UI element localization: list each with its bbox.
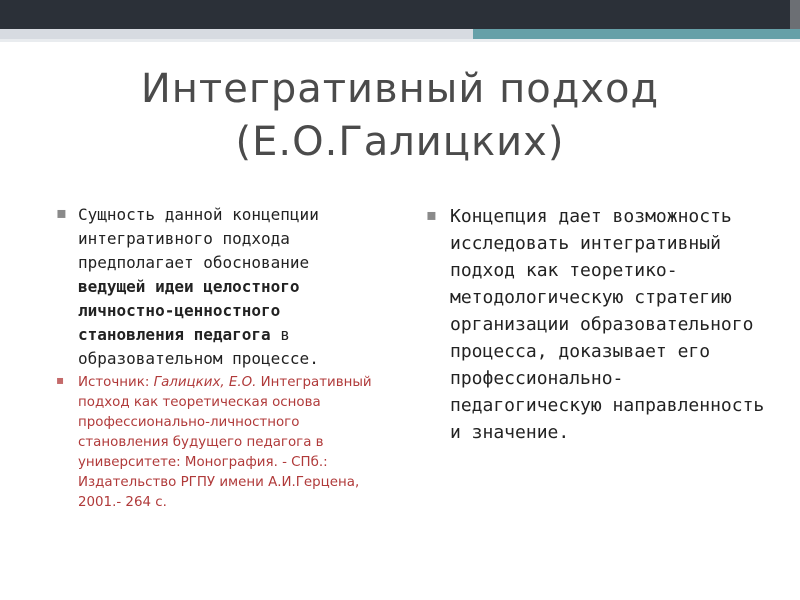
source-details: Интегративный подход как теоретическая основа профессионально-личностного становления будущего педагога в университете: Монография. - СПб.: Издательство РГПУ имени А.И.Герцена, 2001.- 264 с. bbox=[78, 375, 372, 510]
left-bullet-item bbox=[56, 203, 386, 371]
right-column bbox=[428, 203, 768, 446]
left-main-text-bold: ведущей идеи целостного личностно-ценностного становления педагога bbox=[78, 277, 300, 344]
header-teal-band bbox=[473, 29, 800, 39]
right-main-text: Концепция дает возможность исследовать интегративный подход как теоретико-методологическую стратегию организации образовательного процесса, доказывает его профессионально-педагогическую направленность и значение. bbox=[450, 206, 765, 443]
slide-title-line2: (Е.О.Галицких) bbox=[235, 119, 565, 165]
header-separator bbox=[0, 39, 800, 42]
source-citation-item bbox=[56, 373, 386, 513]
slide-title bbox=[0, 63, 800, 169]
source-citation-text bbox=[78, 373, 386, 513]
left-main-text-part1: Сущность данной концепции интегративного подхода предполагает обоснование bbox=[78, 205, 319, 272]
header-right-accent bbox=[790, 0, 800, 29]
slide-title-line1: Интегративный подход bbox=[140, 66, 660, 112]
square-bullet-icon: ▪ bbox=[56, 373, 65, 387]
right-bullet-item bbox=[428, 203, 768, 446]
square-bullet-icon: ▪ bbox=[426, 205, 437, 224]
left-main-text-part2: в образовательном процессе. bbox=[78, 325, 319, 368]
left-column bbox=[56, 203, 386, 513]
square-bullet-icon: ▪ bbox=[56, 203, 67, 222]
source-label: Источник: bbox=[78, 375, 154, 390]
source-author: Галицких, Е.О. bbox=[153, 375, 257, 390]
left-main-text bbox=[78, 203, 386, 371]
header-dark-bar bbox=[0, 0, 800, 29]
